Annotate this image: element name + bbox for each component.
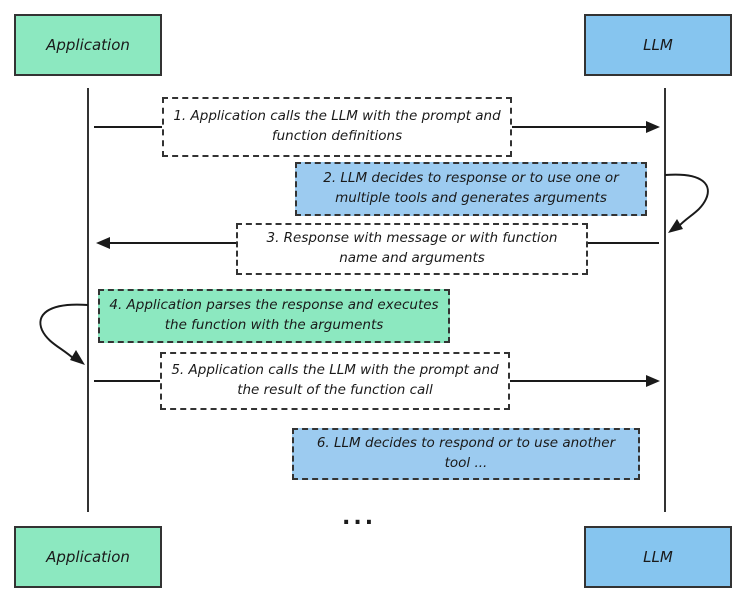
step-note-5 xyxy=(160,352,510,410)
arrow-step-4-self-loop xyxy=(40,305,88,365)
actor-application-bottom xyxy=(14,526,162,588)
actor-llm-top-label: LLM xyxy=(643,36,673,54)
step-note-1 xyxy=(162,97,512,157)
step-note-2 xyxy=(295,162,647,216)
step-note-6-label: 6. LLM decides to respond or to use another tool ... xyxy=(316,435,616,471)
actor-llm-bottom-label: LLM xyxy=(643,548,673,566)
actor-llm-bottom xyxy=(584,526,732,588)
step-note-4-label: 4. Application parses the response and executes the function with the arguments xyxy=(109,297,439,333)
step-note-1-label: 1. Application calls the LLM with the prompt and function definitions xyxy=(173,108,501,144)
step-note-6 xyxy=(292,428,640,480)
actor-application-top xyxy=(14,14,162,76)
continuation-ellipsis: ... xyxy=(342,505,377,530)
step-note-3 xyxy=(236,223,588,275)
step-note-5-label: 5. Application calls the LLM with the prompt and the result of the function call xyxy=(171,362,499,398)
step-note-3-label: 3. Response with message or with function name and arguments xyxy=(266,230,558,266)
actor-application-bottom-label: Application xyxy=(46,548,130,566)
step-note-4 xyxy=(98,289,450,343)
arrow-step-2-self-loop xyxy=(665,175,708,233)
actor-application-top-label: Application xyxy=(46,36,130,54)
step-note-2-label: 2. LLM decides to response or to use one or multiple tools and generates arguments xyxy=(323,170,619,206)
actor-llm-top xyxy=(584,14,732,76)
